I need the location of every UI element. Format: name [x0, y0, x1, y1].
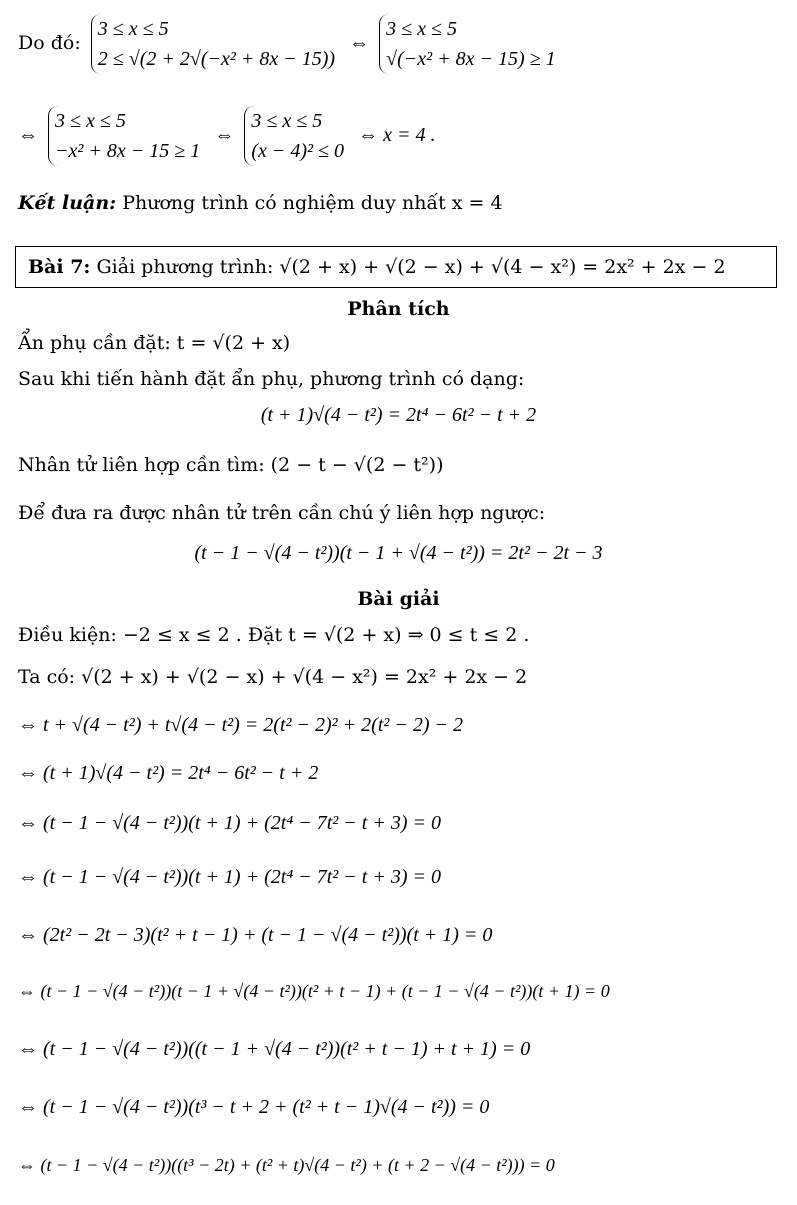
nhan-tu-line: Nhân tử liên hợp cần tìm: (2 − t − √(2 − t²))	[18, 454, 444, 476]
equation-2: (t − 1 − √(4 − t²))(t − 1 + √(4 − t²)) = 2t² − 2t − 3	[194, 542, 603, 564]
sau-khi-line: Sau khi tiến hành đặt ẩn phụ, phương trình có dạng:	[18, 368, 525, 390]
line-prefix: Do đó:	[18, 32, 81, 54]
step-5: ⇔ (2t² − 2t − 3)(t² + t − 1) + (t − 1 − √(4 − t²))(t + 1) = 0	[18, 924, 493, 946]
system-brace: 3 ≤ x ≤ 5 (x − 4)² ≤ 0	[244, 106, 348, 166]
system-brace: 3 ≤ x ≤ 5 √(−x² + 8x − 15) ≥ 1	[379, 14, 560, 74]
problem-statement	[28, 254, 726, 280]
step-3: ⇔ (t − 1 − √(4 − t²))(t + 1) + (2t⁴ − 7t² − t + 3) = 0	[18, 812, 442, 834]
step-9: ⇔ (t − 1 − √(4 − t²))((t³ − 2t) + (t² + t)√(4 − t²) + (t + 2 − √(4 − t²))) = 0	[18, 1155, 555, 1175]
system-brace: 3 ≤ x ≤ 5 2 ≤ √(2 + 2√(−x² + 8x − 15))	[91, 14, 339, 74]
step-4: ⇔ (t − 1 − √(4 − t²))(t + 1) + (2t⁴ − 7t² − t + 3) = 0	[18, 866, 442, 888]
dieu-kien-line: Điều kiện: −2 ≤ x ≤ 2 . Đặt t = √(2 + x) ⇒ 0 ≤ t ≤ 2 .	[18, 624, 530, 646]
system-brace: 3 ≤ x ≤ 5 −x² + 8x − 15 ≥ 1	[48, 106, 204, 166]
step-7: ⇔ (t − 1 − √(4 − t²))((t − 1 + √(4 − t²))(t² + t − 1) + t + 1) = 0	[18, 1038, 531, 1060]
conclusion	[18, 190, 503, 216]
step-1: ⇔ t + √(4 − t²) + t√(4 − t²) = 2(t² − 2)² + 2(t² − 2) − 2	[18, 714, 464, 736]
ta-co-line: Ta có: √(2 + x) + √(2 − x) + √(4 − x²) = 2x² + 2x − 2	[18, 666, 528, 688]
heading-bai-giai: Bài giải	[357, 588, 440, 610]
conclusion-label: Kết luận:	[18, 192, 117, 214]
problem-label: Bài 7:	[28, 256, 91, 278]
heading-phan-tich: Phân tích	[347, 298, 450, 320]
an-phu-line: Ẩn phụ cần đặt: t = √(2 + x)	[18, 332, 291, 354]
problem-text: Giải phương trình: √(2 + x) + √(2 − x) + √(4 − x²) = 2x² + 2x − 2	[96, 256, 726, 278]
equation-1: (t + 1)√(4 − t²) = 2t⁴ − 6t² − t + 2	[260, 404, 537, 426]
line-do-do: Do đó: 3 ≤ x ≤ 5 2 ≤ √(2 + 2√(−x² + 8x − 15)) ⇔ 3 ≤ x ≤ 5 √(−x² + 8x − 15) ≥ 1	[18, 14, 564, 74]
step-2: ⇔ (t + 1)√(4 − t²) = 2t⁴ − 6t² − t + 2	[18, 762, 319, 784]
de-dua-line: Để đưa ra được nhân tử trên cần chú ý liên hợp ngược:	[18, 502, 546, 524]
conclusion-text: Phương trình có nghiệm duy nhất x = 4	[122, 192, 503, 214]
step-8: ⇔ (t − 1 − √(4 − t²))(t³ − t + 2 + (t² + t − 1)√(4 − t²)) = 0	[18, 1096, 490, 1118]
line-equivalence: ⇔ 3 ≤ x ≤ 5 −x² + 8x − 15 ≥ 1 ⇔ 3 ≤ x ≤ 5 (x − 4)² ≤ 0 ⇔ x = 4 .	[18, 106, 435, 166]
step-6: ⇔ (t − 1 − √(4 − t²))(t − 1 + √(4 − t²))(t² + t − 1) + (t − 1 − √(4 − t²))(t + 1) = 0	[18, 981, 610, 1001]
